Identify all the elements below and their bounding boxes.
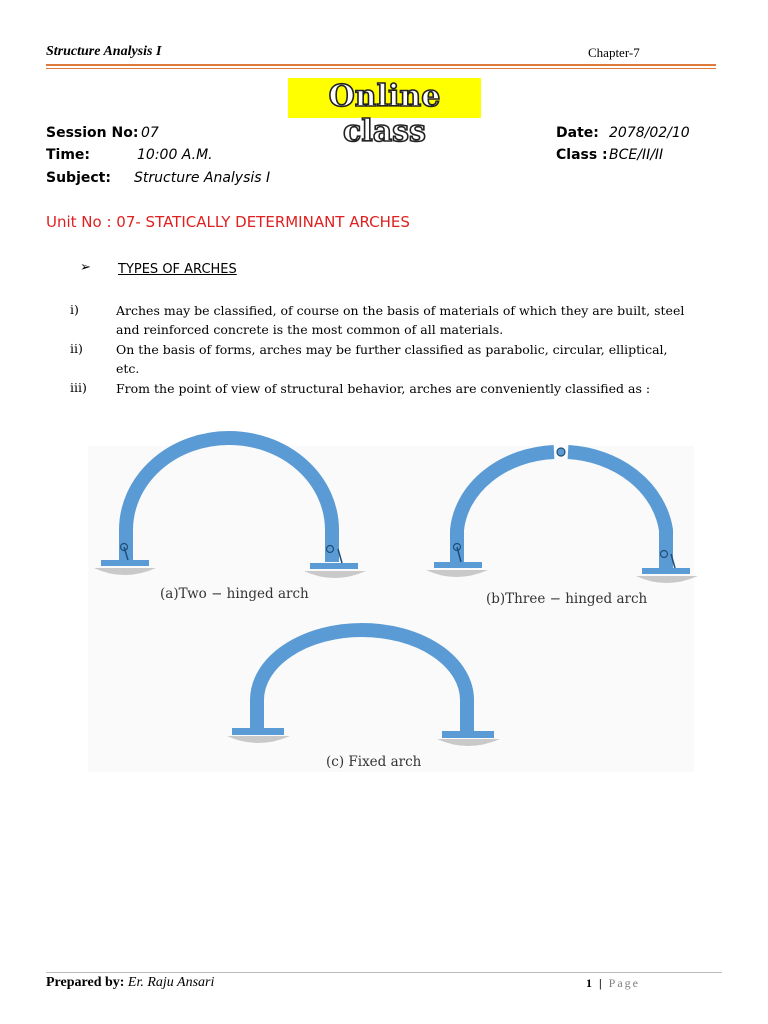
subject-label: Subject: xyxy=(46,170,111,186)
right-bearing-plate xyxy=(310,563,358,569)
page-num: 1 xyxy=(586,976,594,990)
subject-value: Structure Analysis I xyxy=(134,170,271,186)
list-item-line: etc. xyxy=(116,361,140,376)
footer-rule xyxy=(46,972,722,973)
class-label: Class : xyxy=(556,147,608,163)
right-fixed-plate xyxy=(442,731,494,738)
left-fixed-plate xyxy=(232,728,284,735)
date-label: Date: xyxy=(556,125,599,141)
prepared-label: Prepared by: xyxy=(46,975,125,990)
caption-three-hinged: (b)Three − hinged arch xyxy=(486,591,648,607)
list-item-line: From the point of view of structural behavior, arches are conveniently classified as : xyxy=(116,381,651,396)
class-value: BCE/II/II xyxy=(609,147,664,163)
section-heading: TYPES OF ARCHES xyxy=(118,262,237,277)
right-hinge xyxy=(661,551,668,558)
page-number xyxy=(586,976,640,991)
session-value: 07 xyxy=(141,125,159,141)
list-item-number: ii) xyxy=(70,341,83,356)
session-label: Session No: xyxy=(46,125,139,141)
caption-two-hinged: (a)Two − hinged arch xyxy=(160,586,309,602)
page-title: Online class xyxy=(328,79,441,149)
date-value: 2078/02/10 xyxy=(609,125,690,141)
right-bearing-plate xyxy=(642,568,690,574)
footer-prepared-by xyxy=(46,975,214,991)
unit-heading: Unit No : 07- STATICALLY DETERMINANT ARCHES xyxy=(46,213,410,231)
list-item-line: Arches may be classified, of course on the basis of materials of which they are built, steel xyxy=(116,303,685,318)
page-word: Page xyxy=(608,976,640,990)
list-item-number: i) xyxy=(70,302,79,317)
header-chapter: Chapter-7 xyxy=(588,45,640,60)
figure-background xyxy=(88,446,694,772)
crown-hinge xyxy=(557,448,565,456)
list-item-line: On the basis of forms, arches may be further classified as parabolic, circular, elliptical, xyxy=(116,342,668,357)
bullet-arrow-icon: ➢ xyxy=(80,260,91,275)
caption-fixed: (c) Fixed arch xyxy=(326,754,422,770)
left-bearing-plate xyxy=(101,560,149,566)
list-item-line: and reinforced concrete is the most common of all materials. xyxy=(116,322,504,337)
header-course-title: Structure Analysis I xyxy=(46,44,162,59)
prepared-name: Er. Raju Ansari xyxy=(127,975,215,990)
time-label: Time: xyxy=(46,147,91,163)
time-value: 10:00 A.M. xyxy=(137,147,213,163)
left-bearing-plate xyxy=(434,562,482,568)
right-hinge xyxy=(327,546,334,553)
list-item-number: iii) xyxy=(70,380,87,395)
page-sep: | xyxy=(599,976,604,990)
